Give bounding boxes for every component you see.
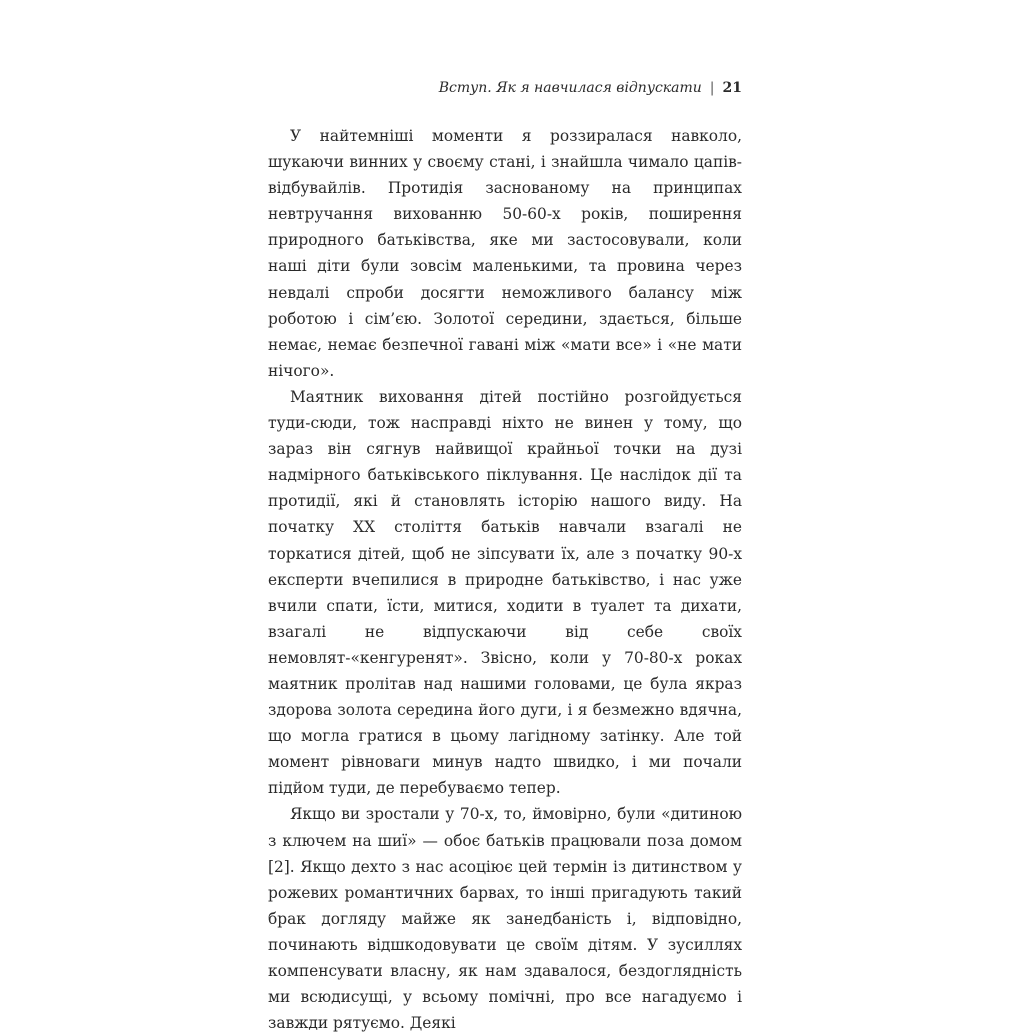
paragraph: Якщо ви зростали у 70-х, то, ймовірно, були «дитиною з ключем на шиї» — обоє батьків працювали поза домом [2]. Якщо дехто з нас асоціює цей термін із дитинством у рожевих романтичних барвах, то інші пригадують такий брак догляду майже як занедбаність і, відповідно, починають відшкодовувати це своїм дітям. У зусиллях компенсувати власну, як нам здавалося, бездоглядність ми всюдисущі, у всьому помічні, про все нагадуємо і завжди рятуємо. Деякі [268, 805, 742, 1033]
body-text [268, 123, 742, 1036]
book-page [268, 0, 742, 1033]
paragraph: Маятник виховання дітей постійно розгойдується туди-сюди, тож насправді ніхто не винен у тому, що зараз він сягнув найвищої крайньої точки на дузі надмірного батьківського піклування. Це наслідок дії та протидії, які й становлять історію нашого виду. На початку ХХ століття батьків навчали взагалі не торкатися дітей, щоб не зіпсувати їх, але з початку 90-х експерти вчепилися в природне батьківство, і нас уже вчили спати, їсти, митися, ходити в туалет та дихати, взагалі не відпускаючи від себе своїх немовлят-«кенгуренят». Звісно, коли у 70-80-х роках маятник пролітав над нашими головами, це була якраз здорова золота середина його дуги, і я безмежно вдячна, що могла гратися в цьому лагідному затінку. Але той момент рівноваги минув надто швидко, і ми почали підйом туди, де перебуваємо тепер. [268, 387, 742, 798]
page-number: 21 [722, 80, 742, 96]
paragraph: У найтемніші моменти я роззиралася навколо, шукаючи винних у своєму стані, і знайшла чимало цапів-відбувайлів. Протидія заснованому на принципах невтручання вихованню 50-60-х років, поширення природного батьківства, яке ми застосовували, коли наші діти були зовсім маленькими, та провина через невдалі спроби досягти неможливого балансу між роботою і сім’єю. Золотої середини, здається, більше немає, немає безпечної гавані між «мати все» і «не мати нічого». [268, 127, 742, 380]
header-separator: | [709, 80, 715, 96]
running-header [439, 78, 742, 98]
chapter-title: Вступ. Як я навчилася відпускати [438, 80, 702, 96]
